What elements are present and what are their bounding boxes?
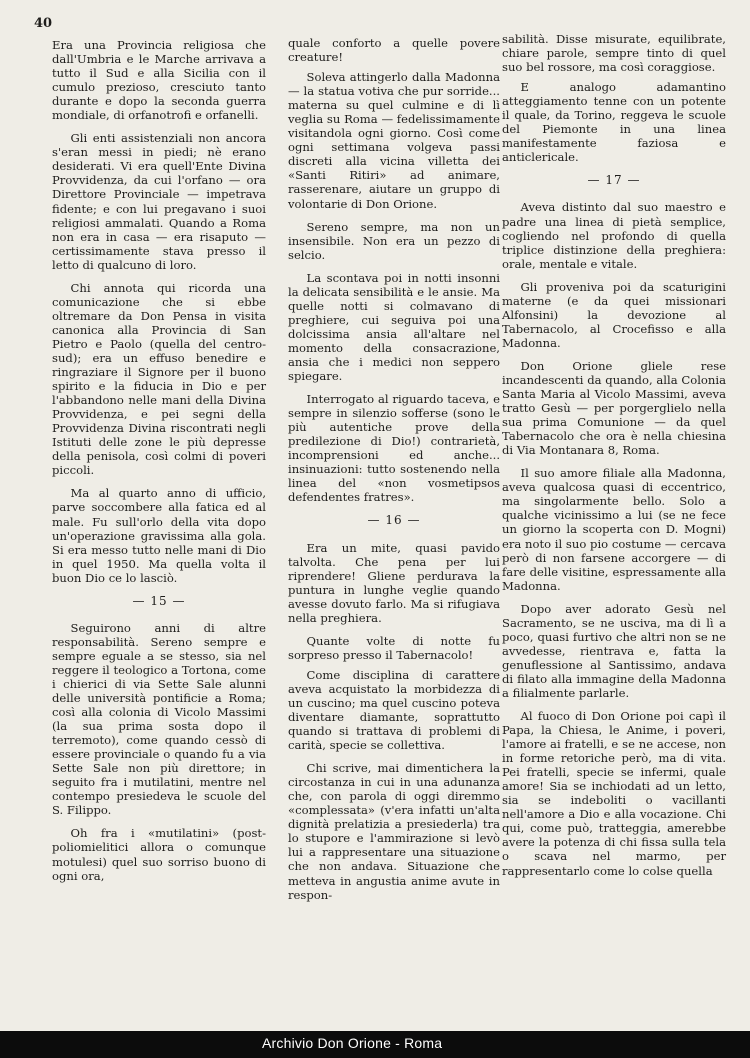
page-number: 40 — [34, 16, 53, 31]
paragraph: Aveva distinto dal suo maestro e padre una linea di pietà semplice, cogliendo nel profondo di quella triplice distinzione della preghiera: orale, mentale e vitale. — [502, 200, 726, 271]
paragraph: Soleva attingerlo dalla Madonna — la statua votiva che pur sorride... materna su quel culmine e di lì veglia su Roma — fedelissimamente visitandola ogni giorno. Così come ogni settimana volgeva passi discreti alla vicina villetta dei «Santi Ritiri» ad animare, rasserenare, aiutare un gruppo di volontarie di Don Orione. — [288, 70, 500, 211]
paragraph: Interrogato al riguardo taceva, e sempre in silenzio sofferse (sono le più autentiche prove della predilezione di Dio!) contrarietà, incomprensioni ed anche... insinuazioni: tutto sostenendo nella linea del «non vosmetipsos defendentes fratres». — [288, 392, 500, 505]
section-marker: — 15 — — [132, 593, 186, 608]
paragraph: La scontava poi in notti insonni la delicata sensibilità e le ansie. Ma quelle notti si colmavano di preghiere, cui seguiva poi una dolcissima ansia all'altare nel momento della consacrazione, ansia che i medici non seppero spiegare. — [288, 270, 500, 384]
archive-footer-label: Archivio Don Orione - Roma — [262, 1035, 443, 1051]
paragraph: Il suo amore filiale alla Madonna, aveva qualcosa quasi di eccentrico, ma singolarmente bello. Solo a qualche vicinissimo a lui (se ne fece un giorno la scoperta con D. Mogni) era noto il suo pio costume — cercava però di non farsene accorgere — di fare delle visitine, espressamente alla Madonna. — [502, 466, 726, 593]
paragraph: Oh fra i «mutilatini» (post-poliomielitici allora o comunque motulesi) quel suo sorriso buono di ogni ora, — [52, 826, 266, 883]
paragraph: Ma al quarto anno di ufficio, parve soccombere alla fatica ed al male. Fu sull'orlo della vita dopo un'operazione gravissima alla gola. Si era messo tutto nelle mani di Dio in quel 1950. Ma quella volta il buon Dio ce lo lasciò. — [52, 486, 266, 585]
archive-footer-bar — [0, 1031, 750, 1058]
paragraph: Don Orione gliele rese incandescenti da quando, alla Colonia Santa Maria al Vicolo Massimi, aveva tratto Gesù — per porgerglielo nella sua prima Comunione — da quel Tabernacolo che ora è nella chiesina di Via Montanara 8, Roma. — [502, 358, 726, 458]
text-column-2 — [288, 36, 500, 911]
paragraph: Quante volte di notte fu sorpreso presso il Tabernacolo! — [288, 633, 500, 662]
paragraph: Dopo aver adorato Gesù nel Sacramento, se ne usciva, ma di lì a poco, quasi furtivo che altri non se ne avvedesse, rientrava e, fatta la genuflessione al Santissimo, andava di filato alla immagine della Madonna a filialmente parlarle. — [502, 601, 726, 700]
paragraph: Come disciplina di carattere aveva acquistato la morbidezza di un cuscino; ma quel cuscino poteva diventare diamante, soprattutto quando si trattava di problemi di carità, specie se collettiva. — [288, 667, 500, 753]
paragraph: Chi scrive, mai dimentichera la circostanza in cui in una adunanza che, con parola di oggi diremmo «complessata» (v'era infatti un'alta dignità prelatizia a presiederla) tra lo stupore e l'ammirazione si levò lui a rappresentare una situazione che non andava. Situazione che metteva in angustia anime avute in respon- — [288, 761, 500, 902]
section-marker: — 17 — — [587, 173, 641, 188]
paragraph: quale conforto a quelle povere creature! — [288, 36, 500, 65]
paragraph: Gli proveniva poi da scaturigini materne (e da quei missionari Alfonsini) la devozione al Tabernacolo, al Crocefisso e alla Madonna. — [502, 279, 726, 350]
section-marker: — 16 — — [367, 513, 421, 528]
text-column-3 — [502, 32, 726, 887]
paragraph: Gli enti assistenziali non ancora s'eran messi in piedi; nè erano desiderati. Vi era quell'Ente Divina Provvidenza, da cui l'orfano — ora Direttore Provinciale — impetrava fidente; e con lui pregavano i suoi religiosi ammalati. Quando a Roma non era in casa — era risaputo — certissimamente stava presso il letto di qualcuno di loro. — [52, 131, 266, 272]
paragraph: E analogo adamantino atteggiamento tenne con un potente il quale, da Torino, reggeva le scuole del Piemonte in una linea manifestamente faziosa e anticlericale. — [502, 80, 726, 165]
paragraph: Al fuoco di Don Orione poi capì il Papa, la Chiesa, le Anime, i poveri, l'amore ai fratelli, e se ne accese, non in forme retoriche però, ma di vita. Pei fratelli, specie se infermi, quale amore! Sia se inchiodati ad un letto, sia se indeboliti o vacillanti nell'amore a Dio e alla vocazione. Chi qui, come può, tratteggia, amerebbe avere la potenza di chi fissa sulla tela o scava nel marmo, per rappresentarlo come lo colse quella — [502, 709, 726, 878]
paragraph: Sereno sempre, ma non un insensibile. Non era un pezzo di selcio. — [288, 219, 500, 262]
paragraph: Era un mite, quasi pavido talvolta. Che pena per lui riprendere! Gliene perdurava la puntura in lunghe veglie quando avesse dovuto farlo. Ma si rifugiava nella preghiera. — [288, 540, 500, 625]
paragraph: Seguirono anni di altre responsabilità. Sereno sempre e sempre eguale a se stesso, sia nel reggere il teologico a Tortona, come i chierici di via Sette Sale alunni delle università pontificie a Roma; così alla colonia di Vicolo Massimi (la sua prima sosta dopo il terremoto), come quando cessò di essere provinciale o quando fu a via Sette Sale non più direttore; in seguito fra i mutilatini, mentre nel contempo presiedeva le scuole del S. Filippo. — [52, 620, 266, 818]
paragraph: sabilità. Disse misurate, equilibrate, chiare parole, sempre tinto di quel suo bel rossore, ma così coraggiose. — [502, 32, 726, 75]
text-column-1 — [52, 38, 266, 892]
paragraph: Chi annota qui ricorda una comunicazione che si ebbe oltremare da Don Pensa in visita canonica alla Provincia di San Pietro e Paolo (quella del centro-sud); era un effuso benedire e ringraziare il Signore per il buono spirito e la fiducia in Dio e per l'abbandono nelle mani della Divina Provvidenza, e pei segni della Provvidenza Divina riscontrati negli Istituti delle zone le più depresse della penisola, così colmi di poveri piccoli. — [52, 280, 266, 478]
paragraph: Era una Provincia religiosa che dall'Umbria e le Marche arrivava a tutto il Sud e alla Sicilia con il cumulo prezioso, cresciuto tanto durante e dopo la seconda guerra mondiale, di orfanotrofi e orfanelli. — [52, 38, 266, 123]
